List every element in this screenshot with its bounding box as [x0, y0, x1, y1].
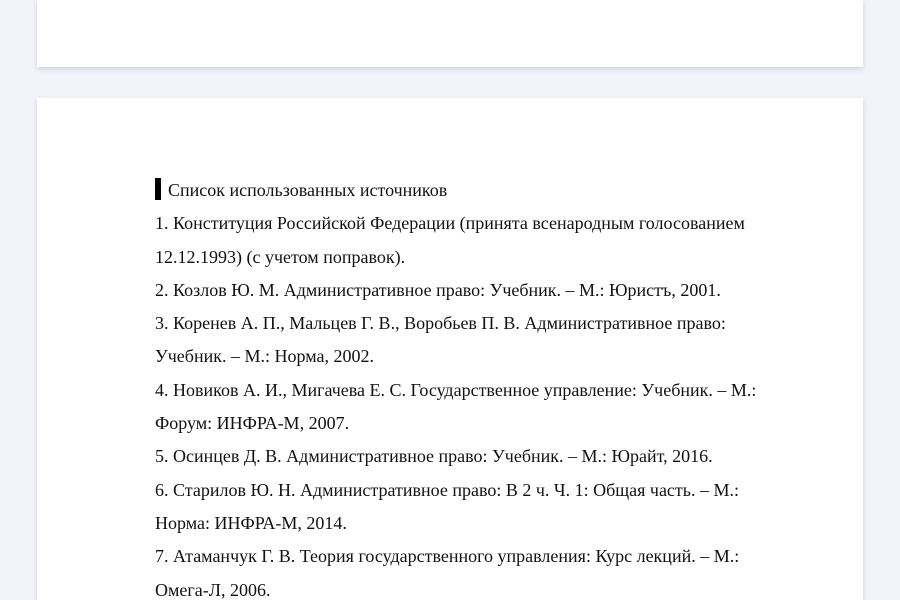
page-content — [155, 174, 835, 600]
reference-line: Учебник. – М.: Норма, 2002. — [155, 346, 374, 367]
reference-item — [155, 540, 835, 600]
references-heading — [155, 174, 835, 207]
reference-line: Норма: ИНФРА-М, 2014. — [155, 512, 347, 533]
reference-line: 4. Новиков А. И., Мигачева Е. С. Государственное управление: Учебник. – М.: — [155, 379, 757, 400]
reference-item — [155, 207, 835, 274]
reference-line: 3. Коренев А. П., Мальцев Г. В., Воробьев П. В. Административное право: — [155, 313, 726, 334]
reference-list — [155, 207, 835, 600]
heading-marker — [155, 178, 161, 200]
reference-line: 5. Осинцев Д. В. Административное право: Учебник. – М.: Юрайт, 2016. — [155, 446, 713, 467]
reference-item — [155, 474, 835, 541]
reference-item — [155, 274, 835, 307]
reference-line: 1. Конституция Российской Федерации (принята всенародным голосованием — [155, 213, 745, 234]
reference-line: 7. Атаманчук Г. В. Теория государственного управления: Курс лекций. – М.: — [155, 546, 740, 567]
reference-line: 12.12.1993) (с учетом поправок). — [155, 246, 406, 267]
document-page — [37, 98, 863, 600]
heading-text: Список использованных источников — [168, 180, 448, 200]
reference-line: 6. Старилов Ю. Н. Административное право: В 2 ч. Ч. 1: Общая часть. – М.: — [155, 479, 739, 500]
reference-item — [155, 374, 835, 441]
previous-page — [37, 0, 863, 67]
reference-item — [155, 307, 835, 374]
reference-line: Омега-Л, 2006. — [155, 579, 271, 600]
reference-line: 2. Козлов Ю. М. Административное право: Учебник. – М.: Юристъ, 2001. — [155, 279, 721, 300]
reference-line: Форум: ИНФРА-М, 2007. — [155, 413, 350, 434]
reference-item — [155, 440, 835, 473]
